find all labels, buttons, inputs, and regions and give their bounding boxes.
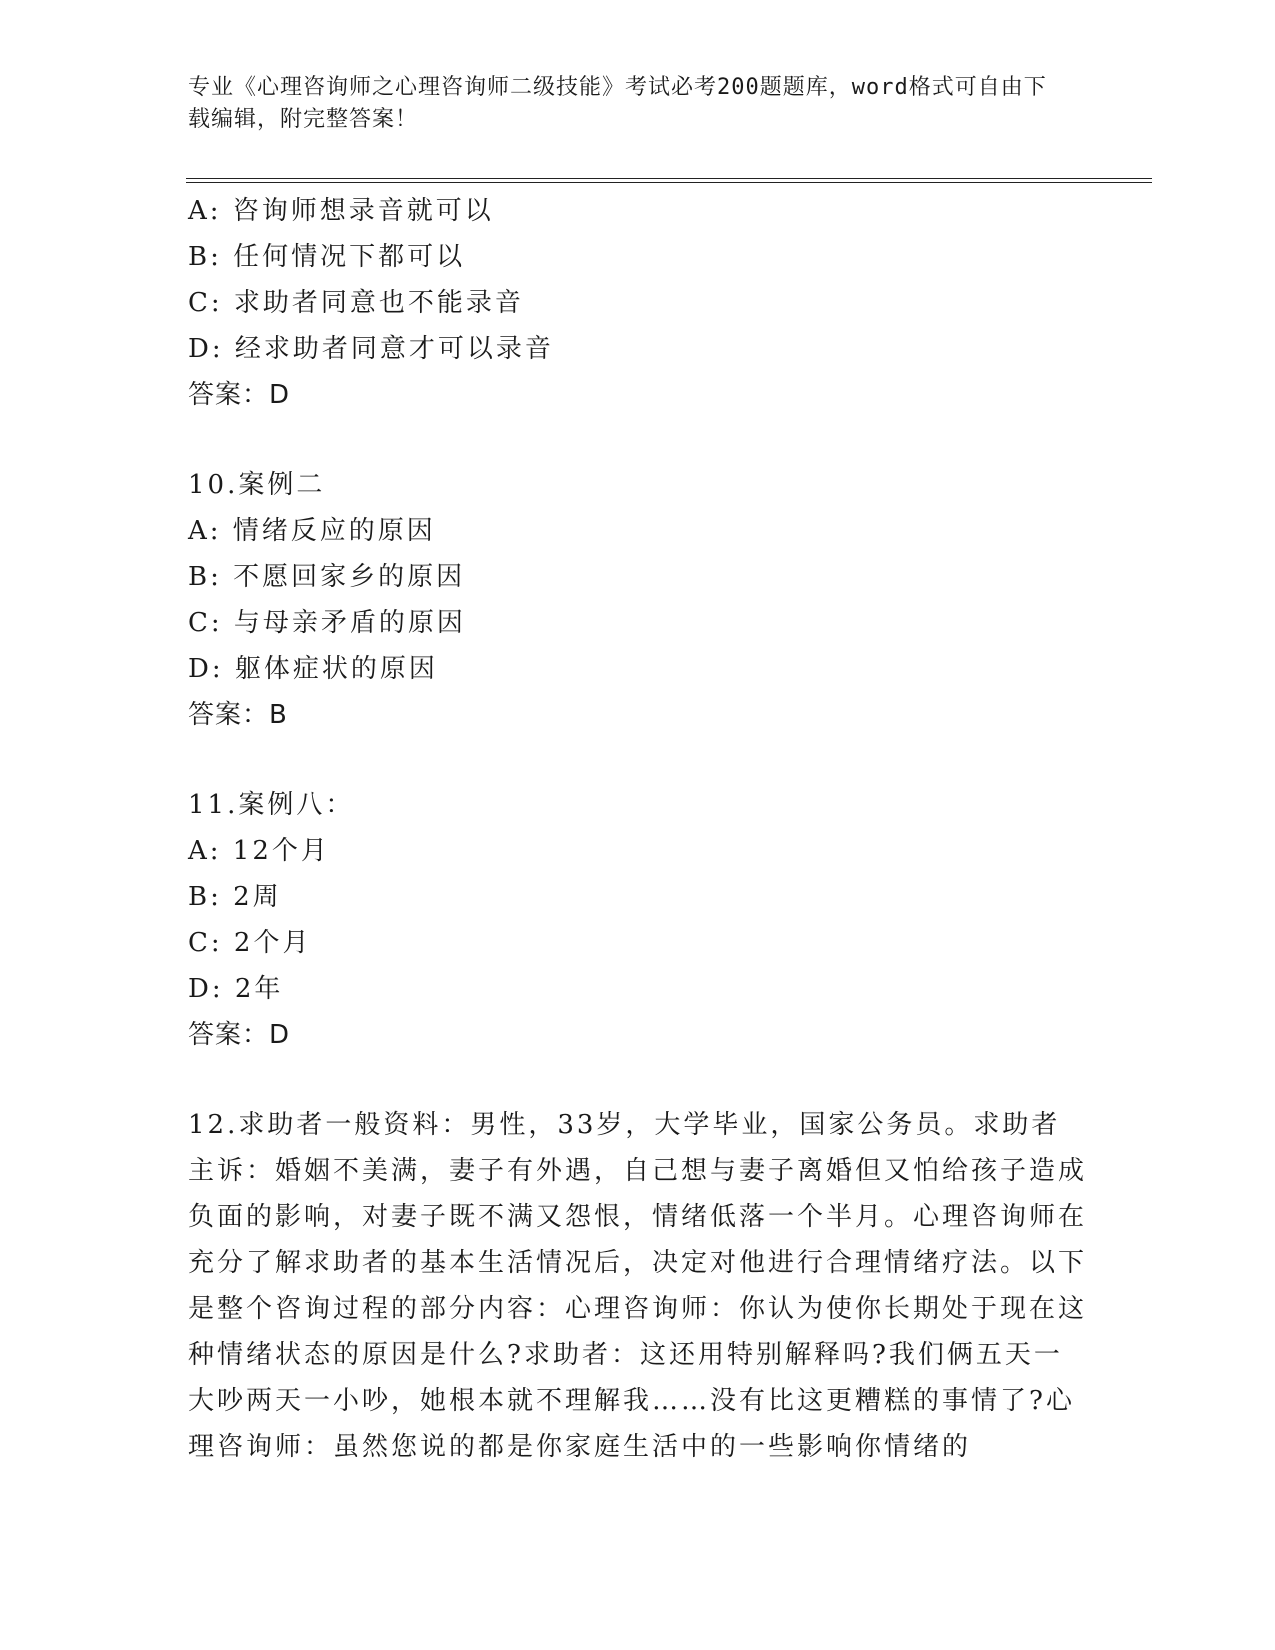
option-d: D: 躯体症状的原因 [188, 654, 438, 684]
option-a: A: 咨询师想录音就可以 [188, 196, 494, 226]
option-d: D: 经求助者同意才可以录音 [188, 334, 554, 364]
question-stem: 11.案例八： [188, 790, 355, 820]
option-b: B: 不愿回家乡的原因 [188, 562, 466, 592]
option-c: C: 2个月 [188, 928, 312, 958]
question-list [188, 188, 1088, 1470]
answer: 答案：B [188, 700, 288, 730]
spacer [188, 418, 1088, 462]
question-12 [188, 1102, 1088, 1470]
question-9 [188, 188, 1088, 418]
spacer [188, 1058, 1088, 1102]
spacer [188, 738, 1088, 782]
option-c: C: 求助者同意也不能录音 [188, 288, 524, 318]
option-a: A: 情绪反应的原因 [188, 516, 436, 546]
question-11 [188, 782, 1088, 1058]
option-b: B: 任何情况下都可以 [188, 242, 466, 272]
header-rule [186, 178, 1152, 179]
option-b: B: 2周 [188, 882, 282, 912]
option-c: C: 与母亲矛盾的原因 [188, 608, 466, 638]
document-header: 专业《心理咨询师之心理咨询师二级技能》考试必考200题题库，word格式可自由下载编辑，附完整答案！ [188, 75, 1047, 132]
question-stem: 12.求助者一般资料：男性，33岁，大学毕业，国家公务员。求助者主诉：婚姻不美满，妻子有外遇，自己想与妻子离婚但又怕给孩子造成负面的影响，对妻子既不满又怨恨，情绪低落一个半月。心理咨询师在充分了解求助者的基本生活情况后，决定对他进行合理情绪疗法。以下是整个咨询过程的部分内容：心理咨询师：你认为使你长期处于现在这种情绪状态的原因是什么?求助者：这还用特别解释吗?我们俩五天一大吵两天一小吵，她根本就不理解我……没有比这更糟糕的事情了?心理咨询师：虽然您说的都是你家庭生活中的一些影响你情绪的 [188, 1110, 1088, 1462]
question-10 [188, 462, 1088, 738]
answer: 答案：D [188, 380, 291, 410]
header-rule-secondary [186, 182, 1152, 183]
option-d: D: 2年 [188, 974, 284, 1004]
answer: 答案：D [188, 1020, 291, 1050]
question-stem: 10.案例二 [188, 470, 326, 500]
option-a: A: 12个月 [188, 836, 330, 866]
